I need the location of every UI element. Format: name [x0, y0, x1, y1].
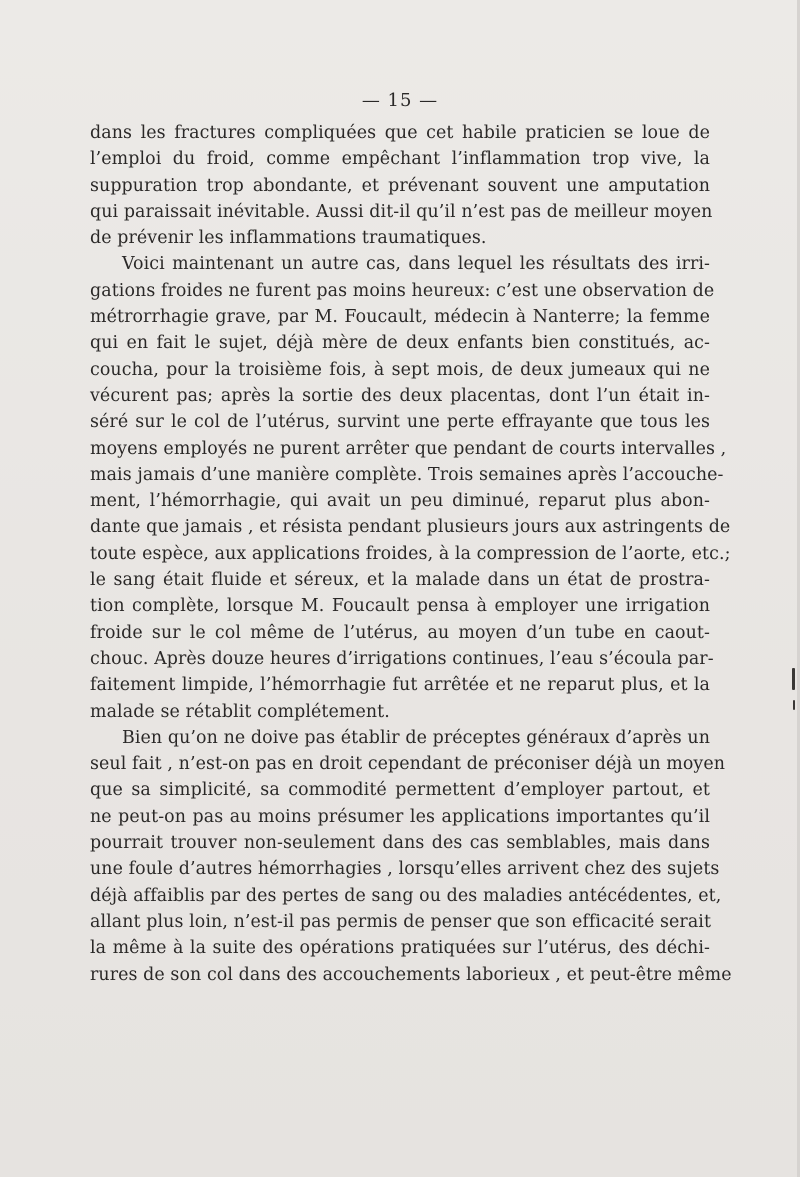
text-line: froide sur le col même de l’utérus, au moyen d’un tube en caout- — [90, 622, 710, 643]
text-line: la même à la suite des opérations pratiquées sur l’utérus, des déchi- — [90, 938, 710, 959]
text-line: gations froides ne furent pas moins heureux: c’est une observation de — [90, 280, 715, 301]
text-line: ment, l’hémorrhagie, qui avait un peu diminué, reparut plus abon- — [90, 491, 710, 512]
text-line: métrorrhagie grave, par M. Foucault, médecin à Nanterre; la femme — [90, 307, 710, 328]
text-line: vécurent pas; après la sortie des deux placentas, dont l’un était in- — [90, 385, 710, 406]
text-line: malade se rétablit complétement. — [90, 701, 390, 722]
text-line: coucha, pour la troisième fois, à sept mois, de deux jumeaux qui ne — [90, 359, 710, 380]
text-line: moyens employés ne purent arrêter que pendant de courts intervalles , — [90, 438, 727, 459]
text-line: suppuration trop abondante, et prévenant souvent une amputation — [90, 175, 710, 196]
text-line: toute espèce, aux applications froides, à la compression de l’aorte, etc.; — [90, 543, 731, 564]
body-text — [90, 120, 732, 988]
text-line: une foule d’autres hémorrhagies , lorsqu’elles arrivent chez des sujets — [90, 859, 720, 880]
text-line: déjà affaiblis par des pertes de sang ou des maladies antécédentes, et, — [90, 885, 722, 906]
paragraph-start-line: Voici maintenant un autre cas, dans lequel les résultats des irri- — [122, 254, 710, 275]
text-line: dans les fractures compliquées que cet habile praticien se loue de — [90, 123, 710, 143]
text-line: qui en fait le sujet, déjà mère de deux enfants bien constitués, ac- — [90, 333, 710, 354]
binding-mark — [792, 668, 795, 690]
text-line: tion complète, lorsque M. Foucault pensa à employer une irrigation — [90, 596, 710, 617]
text-line: que sa simplicité, sa commodité permettent d’employer partout, et — [90, 780, 710, 801]
text-line: ne peut-on pas au moins présumer les applications importantes qu’il — [90, 806, 710, 827]
text-line: rures de son col dans des accouchements laborieux , et peut-être même — [90, 964, 732, 985]
text-line: l’emploi du froid, comme empêchant l’inflammation trop vive, la — [90, 149, 710, 170]
text-line: pourrait trouver non-seulement dans des cas semblables, mais dans — [90, 833, 710, 854]
text-line: chouc. Après douze heures d’irrigations continues, l’eau s’écoula par- — [90, 648, 714, 669]
text-line: de prévenir les inflammations traumatiques. — [90, 228, 487, 249]
text-line: qui paraissait inévitable. Aussi dit-il qu’il n’est pas de meilleur moyen — [90, 201, 713, 222]
binding-mark — [793, 700, 795, 710]
text-line: faitement limpide, l’hémorrhagie fut arrêtée et ne reparut plus, et la — [90, 675, 710, 696]
text-line: allant plus loin, n’est-il pas permis de penser que son efficacité serait — [90, 911, 712, 932]
text-line: mais jamais d’une manière complète. Trois semaines après l’accouche- — [90, 464, 724, 485]
text-line: dante que jamais , et résista pendant plusieurs jours aux astringents de — [90, 517, 731, 538]
page-number: — 15 — — [361, 90, 439, 111]
paragraph-start-line: Bien qu’on ne doive pas établir de préceptes généraux d’après un — [122, 727, 710, 748]
text-line: seul fait , n’est-on pas en droit cependant de préconiser déjà un moyen — [90, 754, 726, 775]
text-line: séré sur le col de l’utérus, survint une perte effrayante que tous les — [90, 412, 710, 433]
text-line: le sang était fluide et séreux, et la malade dans un état de prostra- — [90, 570, 710, 591]
